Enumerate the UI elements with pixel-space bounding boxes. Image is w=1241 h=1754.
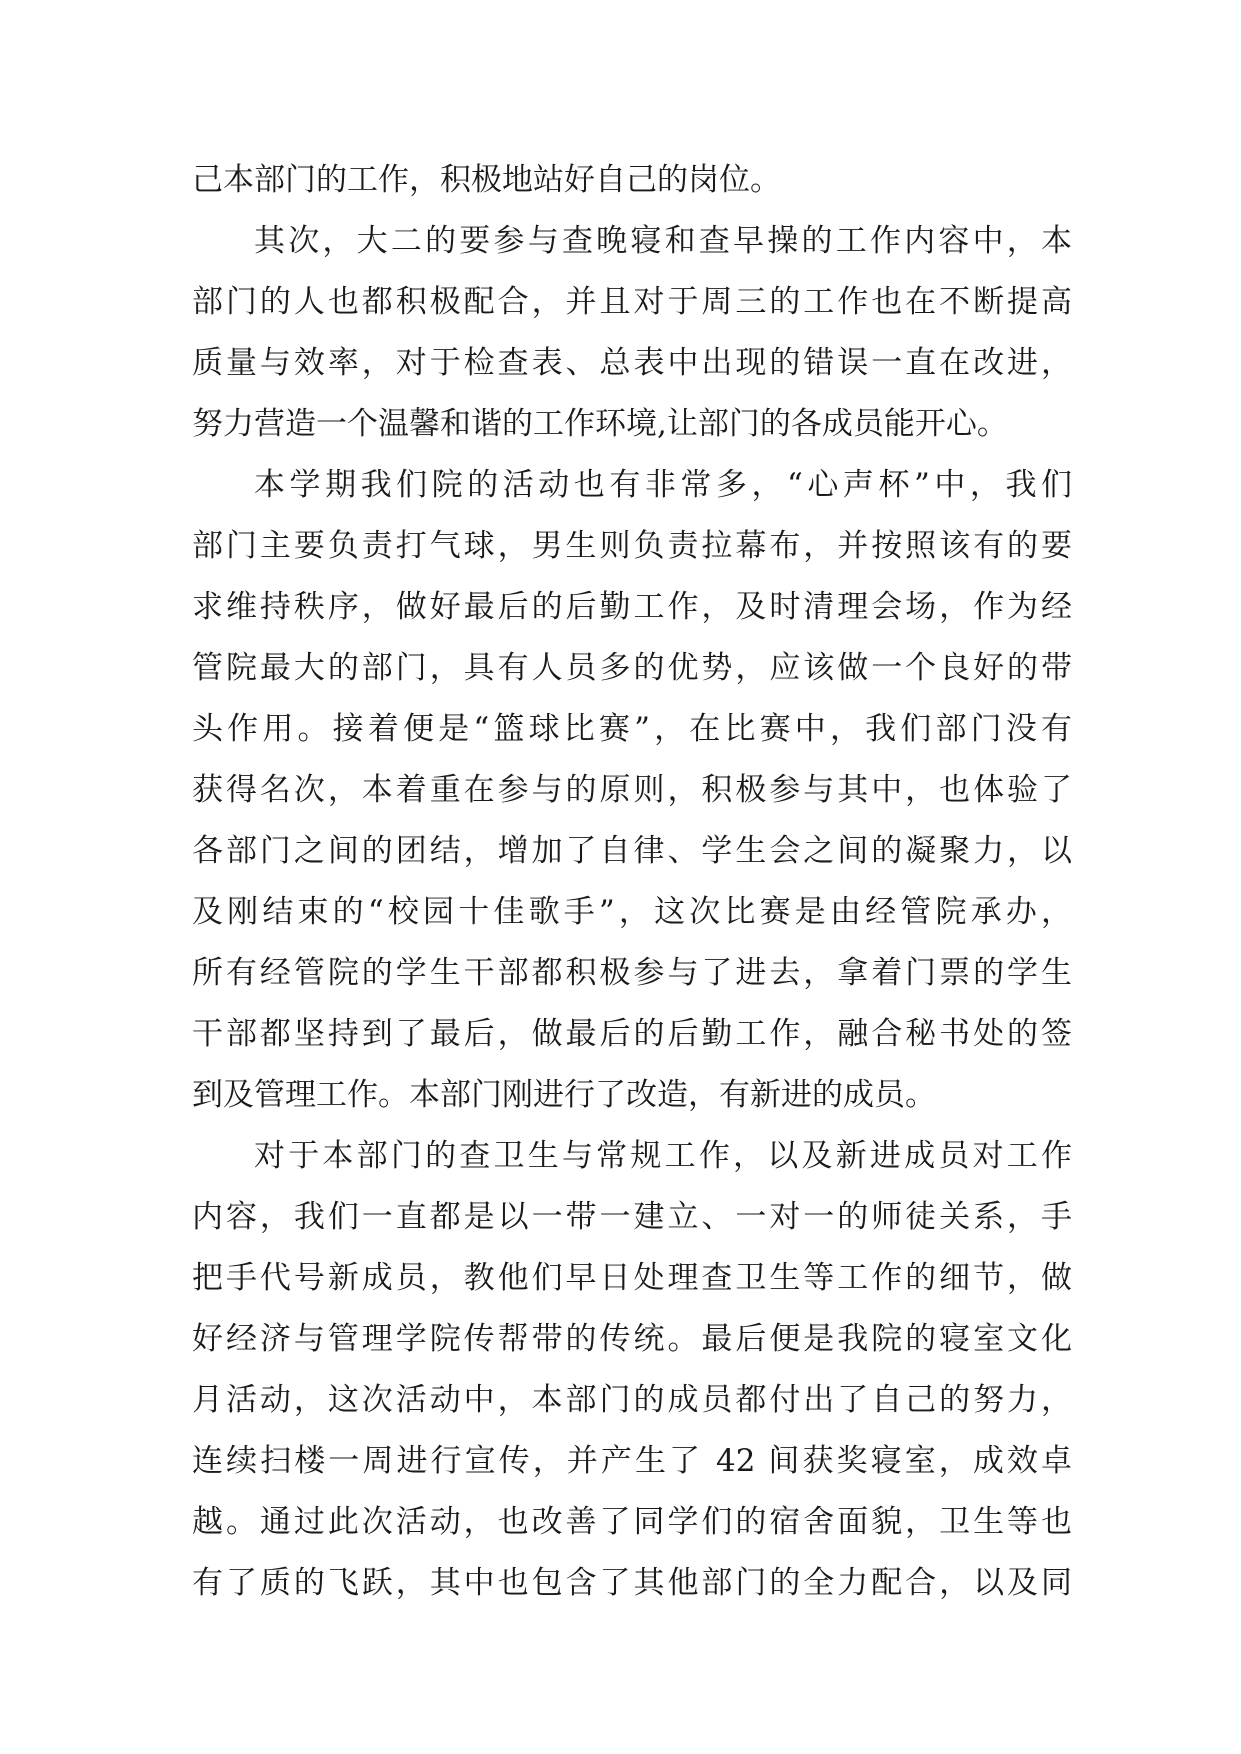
text-line: 求维持秩序，做好最后的后勤工作，及时清理会场，作为经 [192,589,1072,625]
text-line: 好经济与管理学院传帮带的传统。最后便是我院的寝室文化 [192,1321,1072,1357]
body-text [192,150,1072,1614]
text-line: 努力营造一个温馨和谐的工作环境,让部门的各成员能开心。 [192,406,1008,442]
text-line: 己本部门的工作，积极地站好自己的岗位。 [192,162,781,198]
text-line: 把手代号新成员，教他们早日处理查卫生等工作的细节，做 [192,1260,1072,1296]
text-line: 部门主要负责打气球，男生则负责拉幕布，并按照该有的要 [192,528,1072,564]
text-line: 及刚结束的“校园十佳歌手”，这次比赛是由经管院承办， [192,894,1072,930]
text-line: 所有经管院的学生干部都积极参与了进去，拿着门票的学生 [192,955,1072,991]
text-line: 有了质的飞跃，其中也包含了其他部门的全力配合，以及同 [192,1565,1072,1601]
paragraph-start-line: 其次，大二的要参与查晚寝和查早操的工作内容中，本 [254,223,1072,259]
text-line: 连续扫楼一周进行宣传，并产生了 42 间获奖寝室，成效卓 [192,1443,1072,1479]
text-line: 质量与效率，对于检查表、总表中出现的错误一直在改进， [192,345,1072,381]
paragraph-start-line: 对于本部门的查卫生与常规工作，以及新进成员对工作 [254,1138,1072,1174]
text-line: 月活动，这次活动中，本部门的成员都付出了自己的努力， [192,1382,1072,1418]
text-line: 内容，我们一直都是以一带一建立、一对一的师徒关系，手 [192,1199,1072,1235]
text-line: 管院最大的部门，具有人员多的优势，应该做一个良好的带 [192,650,1072,686]
text-line: 越。通过此次活动，也改善了同学们的宿舍面貌，卫生等也 [192,1504,1072,1540]
paragraph-start-line: 本学期我们院的活动也有非常多，“心声杯”中，我们 [254,467,1072,503]
text-line: 部门的人也都积极配合，并且对于周三的工作也在不断提高 [192,284,1072,320]
text-line: 干部都坚持到了最后，做最后的后勤工作，融合秘书处的签 [192,1016,1072,1052]
text-line: 获得名次，本着重在参与的原则，积极参与其中，也体验了 [192,772,1072,808]
text-line: 各部门之间的团结，增加了自律、学生会之间的凝聚力，以 [192,833,1072,869]
text-line: 头作用。接着便是“篮球比赛”，在比赛中，我们部门没有 [192,711,1072,747]
text-line: 到及管理工作。本部门刚进行了改造，有新进的成员。 [192,1077,936,1113]
